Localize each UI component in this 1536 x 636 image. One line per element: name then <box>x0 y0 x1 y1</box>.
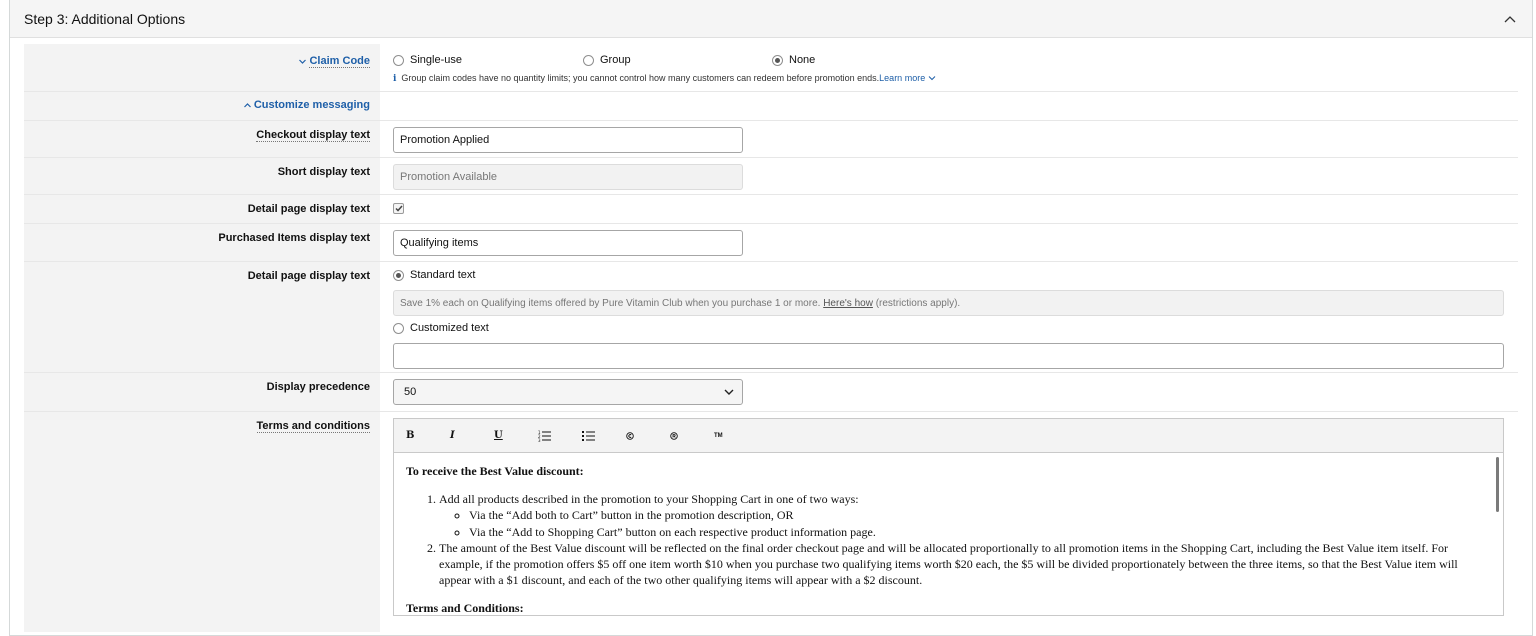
copyright-icon <box>626 432 634 440</box>
checkout-display-label-cell <box>24 121 380 157</box>
claim-code-info: i Group claim codes have no quantity limits; you cannot control how many customers can redeem before promotion ends.Learn more <box>393 73 936 84</box>
detail-page-checkbox[interactable] <box>393 203 404 214</box>
display-precedence-label: Display precedence <box>266 381 370 393</box>
detail-page-text-label-cell <box>24 262 380 372</box>
radio-standard-text[interactable]: Standard text <box>393 269 475 281</box>
detail-page-checkbox-label-cell <box>24 195 380 223</box>
panel-header[interactable] <box>10 0 1532 38</box>
detail-page-text-row <box>24 262 1518 373</box>
collapse-chevron-up-icon[interactable] <box>1502 11 1518 27</box>
trademark-button[interactable]: TM <box>714 432 723 439</box>
customized-text-input[interactable] <box>393 343 1504 369</box>
purchased-items-row <box>24 224 1518 262</box>
editor-toolbar <box>394 419 1503 453</box>
radio-customized-text-dot[interactable] <box>393 323 404 334</box>
terms-label-cell <box>24 412 380 632</box>
terms-row <box>24 412 1518 632</box>
customize-messaging-toggle[interactable]: Customize messaging <box>243 99 370 111</box>
customize-messaging-row <box>24 92 1518 121</box>
svg-text:1: 1 <box>538 429 541 435</box>
copyright-button[interactable] <box>626 426 670 446</box>
terms-conditions-heading: Terms and Conditions: <box>406 601 524 615</box>
options-form <box>24 44 1518 632</box>
radio-single-use[interactable]: Single-use <box>393 54 462 66</box>
editor-content[interactable] <box>394 453 1503 615</box>
registered-icon <box>670 432 678 440</box>
detail-page-checkbox-row <box>24 195 1518 224</box>
chevron-down-icon <box>298 57 307 66</box>
ordered-list-icon <box>538 430 552 442</box>
claim-code-label-cell <box>24 44 380 91</box>
terms-label: Terms and conditions <box>256 420 370 432</box>
unordered-list-icon <box>582 430 596 442</box>
chevron-up-icon <box>243 101 252 110</box>
detail-page-checkbox-label: Detail page display text <box>247 203 370 215</box>
display-precedence-select[interactable]: 50 <box>393 379 743 405</box>
short-display-row <box>24 158 1518 195</box>
list-item: ◦ Via the “Add to Shopping Cart” button on each respective product information page. <box>469 524 1491 540</box>
display-precedence-row <box>24 373 1518 412</box>
registered-button[interactable] <box>670 426 714 446</box>
terms-sub-list <box>457 507 1491 539</box>
svg-text:2: 2 <box>538 433 541 439</box>
checkmark-icon <box>395 205 403 212</box>
italic-button[interactable]: I <box>450 430 455 441</box>
additional-options-panel <box>9 0 1533 636</box>
info-icon: i <box>393 74 397 84</box>
claim-code-toggle[interactable]: Claim Code <box>298 55 370 67</box>
purchased-items-input[interactable]: Qualifying items <box>393 230 743 256</box>
editor-scrollbar[interactable] <box>1496 457 1499 512</box>
short-display-label: Short display text <box>277 166 370 178</box>
detail-page-text-label: Detail page display text <box>247 270 370 282</box>
terms-heading: To receive the Best Value discount: <box>406 464 584 478</box>
svg-text:3: 3 <box>538 437 541 442</box>
short-display-label-cell <box>24 158 380 194</box>
list-item: 1. Add all products described in the promotion to your Shopping Cart in one of two ways: ◦ Via the “Add both to Cart” button in the promotion description, OR ◦ Via the “Add to Shopping Cart” button on each respective product information page. <box>439 491 1491 540</box>
radio-none[interactable]: None <box>772 54 815 66</box>
customize-messaging-label-cell <box>24 92 380 120</box>
list-item: ◦ Via the “Add both to Cart” button in the promotion description, OR <box>469 507 1491 523</box>
list-item: 2. The amount of the Best Value discount will be reflected on the final order checkout page and will be allocated proportionally to all promotion items in the Shopping Cart, including the Best Value item itself. For example, if the promotion offers $5 off one item worth $10 when you purchase two qualifying items worth $20 each, the $5 will be divided proportionately between the three items, so that the Best Value item will appear with a $1 discount, and each of the two other qualifying items will appear with a $2 discount. <box>439 540 1491 589</box>
checkout-display-label: Checkout display text <box>256 129 370 141</box>
display-precedence-label-cell <box>24 373 380 411</box>
short-display-input[interactable]: Promotion Available <box>393 164 743 190</box>
radio-none-dot[interactable] <box>772 55 783 66</box>
terms-ordered-list <box>427 491 1491 588</box>
claim-code-values <box>380 44 1518 91</box>
heres-how-link[interactable]: Here's how <box>823 297 873 309</box>
bold-button[interactable]: B <box>406 430 415 441</box>
purchased-items-label: Purchased Items display text <box>218 232 370 244</box>
radio-standard-text-dot[interactable] <box>393 270 404 281</box>
radio-group[interactable]: Group <box>583 54 631 66</box>
chevron-down-icon <box>724 389 734 395</box>
underline-button[interactable]: U <box>494 430 503 441</box>
standard-text-preview: Save 1% each on Qualifying items offered by Pure Vitamin Club when you purchase 1 or more. Here's how (restrictions apply). <box>393 290 1504 316</box>
radio-group-dot[interactable] <box>583 55 594 66</box>
terms-editor <box>393 418 1504 616</box>
claim-code-row <box>24 44 1518 92</box>
ordered-list-button[interactable] <box>538 426 582 446</box>
learn-more-link[interactable]: Learn more <box>879 73 936 83</box>
radio-customized-text[interactable]: Customized text <box>393 322 489 334</box>
checkout-display-row <box>24 121 1518 158</box>
panel-title: Step 3: Additional Options <box>24 10 186 27</box>
purchased-items-label-cell <box>24 224 380 261</box>
unordered-list-button[interactable] <box>582 426 626 446</box>
checkout-display-input[interactable]: Promotion Applied <box>393 127 743 153</box>
radio-single-use-dot[interactable] <box>393 55 404 66</box>
learn-more-chevron-icon <box>928 75 936 81</box>
